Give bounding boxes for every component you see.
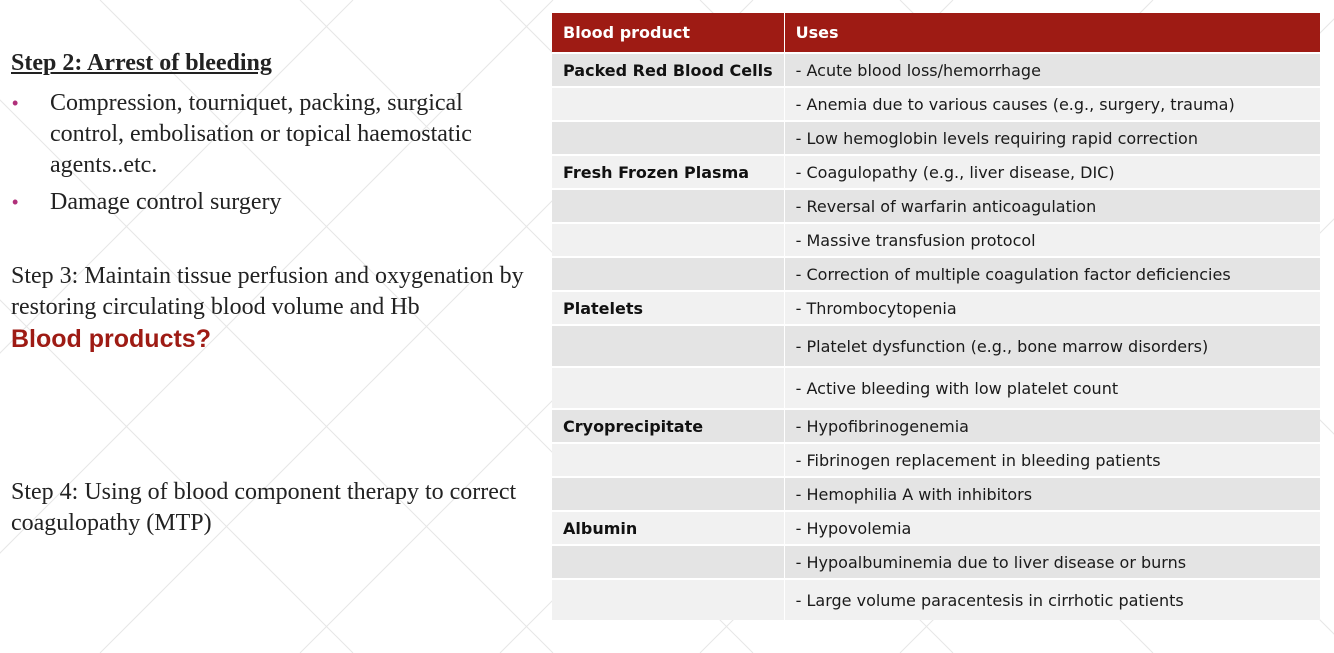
header-uses: Uses [784,13,1320,53]
table-row [552,545,1320,579]
product-cell [552,121,784,155]
table-header-row [552,13,1320,53]
blood-products-table [552,13,1320,620]
use-cell: - Fibrinogen replacement in bleeding patients [784,443,1320,477]
table-row [552,257,1320,291]
table-row [552,477,1320,511]
bullet-dot-icon: • [12,93,19,113]
product-cell: Fresh Frozen Plasma [552,155,784,189]
use-cell: - Hemophilia A with inhibitors [784,477,1320,511]
bullet-dot-icon: • [12,192,19,212]
use-cell: - Large volume paracentesis in cirrhotic patients [784,579,1320,620]
step2-bullet-list [11,88,541,224]
use-cell: - Correction of multiple coagulation factor deficiencies [784,257,1320,291]
use-cell: - Active bleeding with low platelet count [784,367,1320,409]
use-cell: - Hypovolemia [784,511,1320,545]
table-row [552,325,1320,367]
product-cell [552,189,784,223]
table-row [552,87,1320,121]
product-cell [552,545,784,579]
product-cell [552,257,784,291]
blood-products-question: Blood products? [11,325,211,353]
table-row [552,443,1320,477]
product-cell: Albumin [552,511,784,545]
product-cell: Packed Red Blood Cells [552,53,784,87]
table-row [552,53,1320,87]
product-cell [552,87,784,121]
product-cell [552,443,784,477]
bullet-text: Damage control surgery [50,189,282,215]
table-row [552,155,1320,189]
use-cell: - Coagulopathy (e.g., liver disease, DIC) [784,155,1320,189]
use-cell: - Anemia due to various causes (e.g., surgery, trauma) [784,87,1320,121]
product-cell: Cryoprecipitate [552,409,784,443]
bullet-text: Compression, tourniquet, packing, surgical control, embolisation or topical haemostatic agents..etc. [50,90,472,178]
table-row [552,291,1320,325]
table-row [552,189,1320,223]
use-cell: - Hypofibrinogenemia [784,409,1320,443]
product-cell [552,579,784,620]
table-row [552,511,1320,545]
header-blood-product: Blood product [552,13,784,53]
step3-text: Step 3: Maintain tissue perfusion and oxygenation by restoring circulating blood volume and Hb [11,263,524,320]
bullet-item [11,187,541,218]
product-cell [552,325,784,367]
product-cell: Platelets [552,291,784,325]
use-cell: - Acute blood loss/hemorrhage [784,53,1320,87]
use-cell: - Platelet dysfunction (e.g., bone marrow disorders) [784,325,1320,367]
product-cell [552,477,784,511]
use-cell: - Low hemoglobin levels requiring rapid correction [784,121,1320,155]
table-row [552,223,1320,257]
use-cell: - Hypoalbuminemia due to liver disease or burns [784,545,1320,579]
use-cell: - Thrombocytopenia [784,291,1320,325]
step4-text: Step 4: Using of blood component therapy to correct coagulopathy (MTP) [11,479,517,536]
product-cell [552,223,784,257]
table-row [552,121,1320,155]
table-row [552,367,1320,409]
bullet-item [11,88,541,181]
use-cell: - Massive transfusion protocol [784,223,1320,257]
table-row [552,579,1320,620]
table-body [552,53,1320,620]
step2-title: Step 2: Arrest of bleeding [11,50,272,76]
table-row [552,409,1320,443]
use-cell: - Reversal of warfarin anticoagulation [784,189,1320,223]
product-cell [552,367,784,409]
